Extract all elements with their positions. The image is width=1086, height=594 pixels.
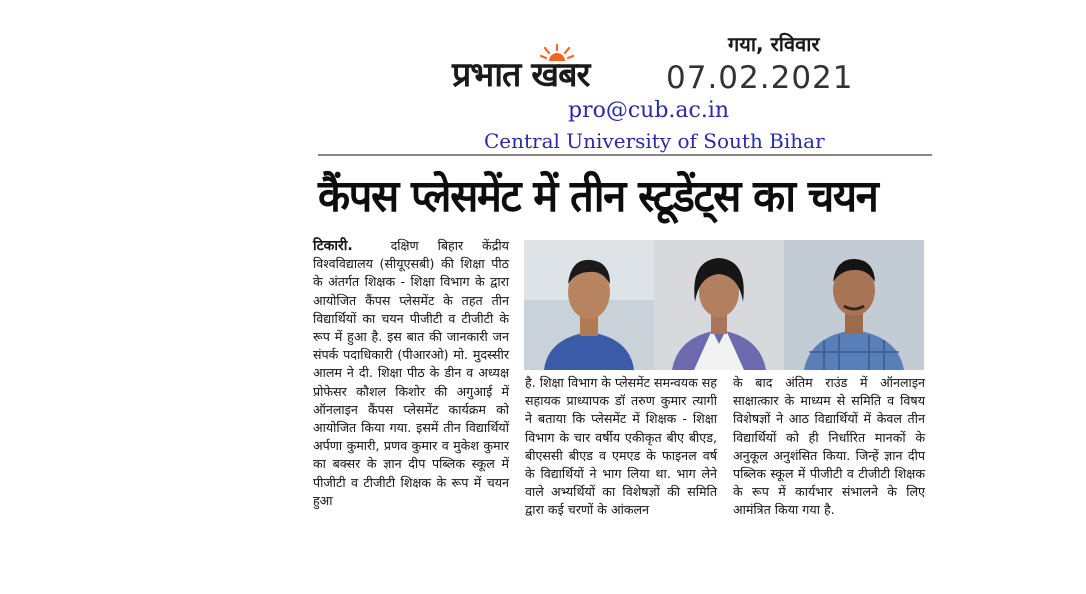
article-column-3: के बाद अंतिम राउंड में ऑनलाइन साक्षात्कार के माध्यम से समिति व विषय विशेषज्ञों ने आठ विद्यार्थियों में केवल तीन विद्यार्थियों को ही निर्धारित मानकों के अनुकूल अनुशंसित किया. जिन्हें ज्ञान दीप पब्लिक स्कूल में पीजीटी व टीजीटी शिक्षक के रूप में कार्यभार संभालने के लिए आमंत्रित किया गया है. xyxy=(733,375,925,518)
student-photo-2 xyxy=(654,240,784,370)
newspaper-masthead xyxy=(452,44,662,94)
newspaper-name: प्रभात खबर xyxy=(452,55,590,95)
university-name: Central University of South Bihar xyxy=(484,129,825,153)
article-dateline: टिकारी. xyxy=(313,238,353,254)
student-photos xyxy=(524,240,924,370)
student-photo-1 xyxy=(524,240,654,370)
publication-date: 07.02.2021 xyxy=(666,60,854,96)
article-column-2: है. शिक्षा विभाग के प्लेसमेंट समन्वयक सह सहायक प्राध्यापक डॉ तरुण कुमार त्यागी ने बताया कि प्लेसमेंट में शिक्षक - शिक्षा विभाग के चार वर्षीय एकीकृत बीए बीएड, बीएससी बीएड व एमएड के फाइनल वर्ष के विद्यार्थियों ने भाग लिया था. भाग लेने वाले अभ्यर्थियों का विशेषज्ञों की समिति द्वारा कई चरणों के आंकलन xyxy=(525,375,717,518)
article-column-1 xyxy=(313,237,509,510)
location-day: गया, रविवार xyxy=(728,32,820,56)
contact-email: pro@cub.ac.in xyxy=(568,98,730,123)
column-1-text: दक्षिण बिहार केंद्रीय विश्वविद्यालय (सीयूएसबी) की शिक्षा पीठ के अंतर्गत शिक्षक - शिक्षा विभाग के द्वारा आयोजित कैंपस प्लेसमेंट के तहत तीन विद्यार्थियों का चयन पीजीटी व टीजीटी के रूप में हुआ है. इस बात की जानकारी जन संपर्क पदाधिकारी (पीआरओ) मो. मुदस्सीर आलम ने दी. शिक्षा पीठ के डीन व अध्यक्ष प्रोफेसर कौशल किशोर की अगुआई में ऑनलाइन कैंपस प्लेसमेंट कार्यक्रम को आयोजित किया गया. इसमें तीन विद्यार्थियों अर्पणा कुमारी, प्रणव कुमार व मुकेश कुमार का बक्सर के ज्ञान दीप पब्लिक स्कूल में पीजीटी व टीजीटी शिक्षक के रूप में चयन हुआ xyxy=(313,238,509,508)
article-headline: कैंपस प्लेसमेंट में तीन स्टूडेंट्स का चयन xyxy=(318,171,878,222)
student-photo-3 xyxy=(784,240,924,370)
header-divider xyxy=(318,154,932,156)
